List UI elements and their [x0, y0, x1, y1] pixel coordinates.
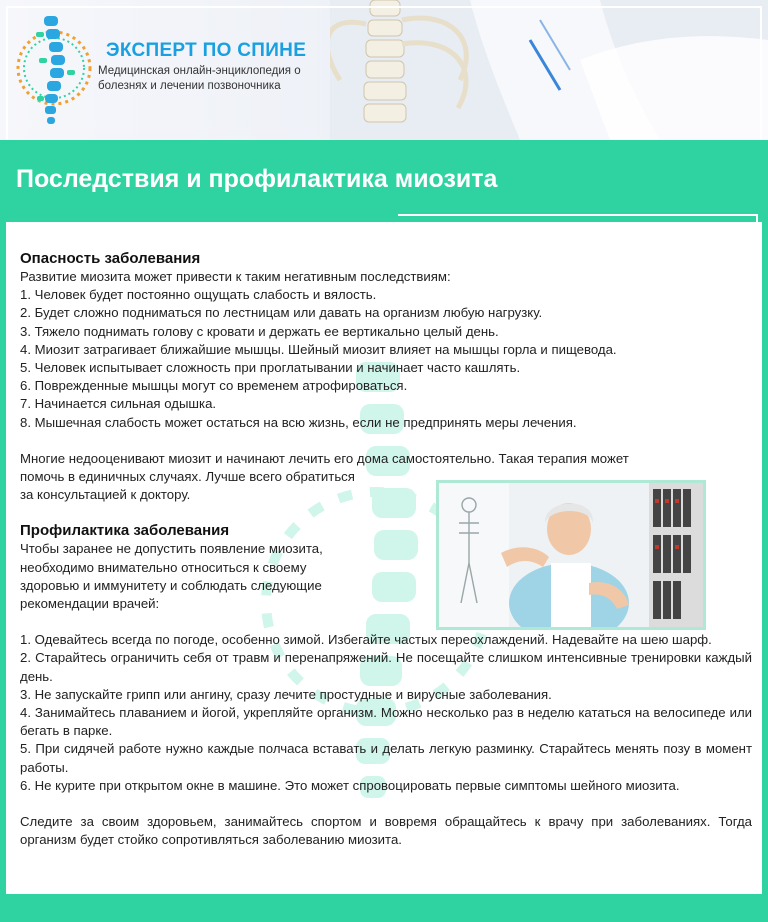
site-header — [0, 0, 768, 140]
danger-item: 8. Мышечная слабость может остаться на всю жизнь, если не предпринять меры лечения. — [20, 414, 577, 430]
prevention-item: 4. Занимайтесь плаванием и йогой, укрепляйте организм. Можно несколько раз в неделю кататься на велосипеде или бегать в парке. — [20, 705, 752, 739]
danger-item: 6. Поврежденные мышцы могут со временем атрофироваться. — [20, 378, 408, 394]
woman-neck-pain-photo — [436, 480, 706, 630]
page-title: Последствия и профилактика миозита — [16, 165, 498, 193]
prevention-item: 3. Не запускайте грипп или ангину, сразу лечите простудные и вирусные заболевания. — [20, 686, 552, 702]
bottom-bar — [0, 894, 768, 922]
brand-title[interactable]: ЭКСПЕРТ ПО СПИНЕ — [106, 40, 307, 61]
prevention-heading: Профилактика заболевания — [20, 522, 230, 540]
photo-illustration — [439, 483, 703, 627]
danger-item: 2. Будет сложно подниматься по лестницам или давать на организм любую нагрузку. — [20, 305, 543, 321]
danger-note: Многие недооценивают миозит и начинают лечить его дома самостоятельно. Такая терапия может — [20, 450, 629, 466]
prevention-item: 5. При сидячей работе нужно каждые полчаса вставать и делать легкую разминку. Старайтесь менять позу в момент работы. — [20, 741, 752, 775]
prevention-intro: рекомендации врачей: — [20, 596, 160, 612]
danger-item: 7. Начинается сильная одышка. — [20, 396, 217, 412]
prevention-item: 2. Старайтесь ограничить себя от травм и перенапряжений. Не посещайте слишком интенсивные тренировки каждый день. — [20, 650, 752, 684]
danger-item: 5. Человек испытывает сложность при проглатывании и начинает часто кашлять. — [20, 360, 521, 376]
prevention-intro: необходимо внимательно относиться к своему — [20, 559, 307, 575]
danger-item: 3. Тяжело поднимать голову с кровати и держать ее вертикально целый день. — [20, 323, 499, 339]
danger-note: помочь в единичных случаях. Лучше всего обратиться — [20, 469, 355, 485]
danger-note: за консультацией к доктору. — [20, 487, 191, 503]
spine-logo-icon — [10, 10, 98, 128]
prevention-item: 1. Одевайтесь всегда по погоде, особенно зимой. Избегайте частых переохлаждений. Надевайте на шею шарф. — [20, 632, 712, 648]
danger-heading: Опасность заболевания — [20, 250, 201, 267]
article-card — [6, 222, 762, 894]
danger-item: 1. Человек будет постоянно ощущать слабость и вялость. — [20, 287, 377, 303]
prevention-item: 6. Не курите при открытом окне в машине. Это может спровоцировать первые симптомы шейного миозита. — [20, 777, 680, 793]
skeleton-illustration — [330, 0, 768, 140]
brand-subtitle: Медицинская онлайн-энциклопедия о болезнях и лечении позвоночника — [98, 65, 301, 92]
danger-item: 4. Миозит затрагивает ближайшие мышцы. Шейный миозит влияет на мышцы горла и пищевода. — [20, 341, 617, 357]
prevention-intro: здоровью и иммунитету и соблюдать следующие — [20, 577, 322, 593]
prevention-closing: Следите за своим здоровьем, занимайтесь спортом и вовремя обращайтесь к врачу при заболеваниях. Тогда организм будет стойко сопротивляться заболеванию миозита. — [20, 814, 752, 848]
prevention-intro: Чтобы заранее не допустить появление миозита, — [20, 541, 323, 557]
danger-intro: Развитие миозита может привести к таким негативным последствиям: — [20, 269, 451, 284]
